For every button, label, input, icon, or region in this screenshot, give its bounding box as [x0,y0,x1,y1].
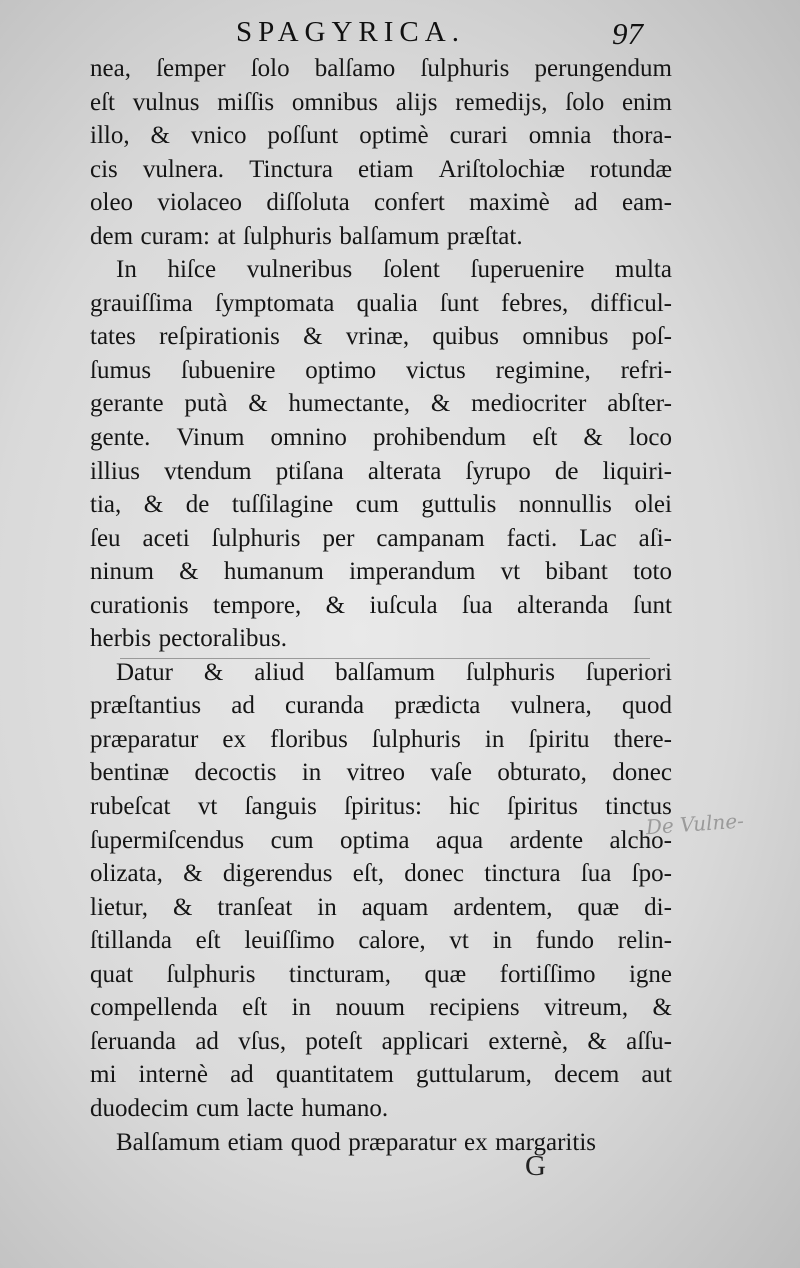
word: ſulphuris [466,658,555,686]
word: & [583,424,603,452]
text-line [90,354,672,388]
text-line [90,119,672,153]
word: perungendum [534,55,672,82]
text-line [90,320,672,354]
word: ardentem, [453,893,553,921]
word: applicari [381,1027,470,1055]
word: vſus, [238,1027,287,1055]
word: campanam [376,524,485,552]
text-line [90,52,672,86]
word: enim [621,88,672,116]
word: ſuperuenire [470,256,585,284]
text-line [90,656,672,690]
word: ſua [580,860,612,888]
word: illo, [90,122,130,150]
word: & [652,994,672,1022]
word: aut [641,1061,672,1089]
word: vt [500,558,521,586]
word: ſyrupo [465,457,531,485]
word: In [116,256,137,284]
word: ſeu [90,524,121,552]
word: vulneribus [246,256,353,284]
word: diſſoluta [266,189,350,217]
word: præſtantius [90,692,202,720]
word: gente. [90,424,151,452]
word: guttularum, [415,1061,532,1089]
word: calore, [358,927,426,955]
word: in [291,994,312,1022]
word: ſulphuris [166,960,256,988]
word: ſymptomata [214,289,335,317]
word: in [492,927,513,955]
word: ſeruanda [90,1027,177,1055]
word: eſt [532,424,558,452]
word: internè [138,1061,208,1089]
word: balſamo [314,55,396,82]
word: vt [197,793,218,821]
word: ſuperiori [585,658,672,686]
word: difficul- [590,289,672,317]
word: there- [613,725,672,753]
word: Datur [116,658,173,686]
word: mi [90,1061,117,1089]
word: vulnera. [142,155,225,183]
word: in [301,759,322,787]
word: remedijs, [455,88,548,116]
word: ſupermiſcendus [90,826,245,854]
word: ſulphuris [371,725,461,753]
word: gerante [90,390,164,418]
word: aſi- [638,524,672,552]
text-line [90,756,672,790]
word: miſſis [217,88,275,116]
word: Vinum [176,424,245,452]
word: leuiſſimo [244,927,335,955]
word: Tinctura [249,155,333,183]
text-line [90,421,672,455]
word: & [203,658,224,686]
word: toto [633,558,672,586]
word: tincturam, [288,960,391,988]
word: iuſcula [369,591,438,619]
word: vnico [190,122,247,150]
word: nonnullis [518,491,612,519]
word: ſemper [156,55,226,82]
text-line [90,522,672,556]
word: digerendus [222,860,333,888]
word: decoctis [194,759,277,787]
text-line [90,1058,672,1092]
word: multa [615,256,672,284]
text-line [90,790,672,824]
word: lacte [246,1094,294,1122]
text-line [90,86,672,120]
word: violaceo [157,189,243,217]
word: vaſe [430,759,472,787]
word: cum [355,491,399,519]
word: curari [449,122,508,150]
text-line [90,991,672,1025]
text-line [90,622,672,656]
word: omnibus [522,323,609,351]
word: balſamum [335,658,436,686]
word: ad [195,1027,219,1055]
word: tates [90,323,136,351]
word: nea, [90,55,131,82]
word: & [430,390,451,418]
word: balſamum [339,222,440,250]
word: di- [644,893,672,921]
word: ſtillanda [90,927,172,955]
word: bibant [545,558,608,586]
text-line [90,555,672,589]
word: optimo [305,356,377,384]
word: igne [628,960,672,988]
word: etiam [358,155,414,183]
word: vtendum [164,457,252,485]
word: relin- [617,927,672,955]
word: ſpiritus: [344,793,422,821]
word: eſt [195,927,221,955]
word: aliud [254,658,305,686]
word: vitreo [346,759,405,787]
word: vitreum, [544,994,629,1022]
word: ſpiritus [507,793,578,821]
word: & [179,558,199,586]
word: putà [184,390,228,418]
word: externè, [488,1027,569,1055]
word: vulnus [132,88,200,116]
word: ſulphuris [243,222,332,250]
text-line [90,924,672,958]
word: ex [222,725,246,753]
word: tuſſilagine [231,491,334,519]
word: olei [634,491,672,519]
text-line [90,1025,672,1059]
word: obturato, [497,759,587,787]
word: quod [290,1128,341,1156]
text-line [90,455,672,489]
word: hic [449,793,480,821]
word: hiſce [167,256,217,284]
word: bentinæ [90,759,170,787]
text-line [90,153,672,187]
word: ſua [462,591,493,619]
word: herbis [90,625,152,653]
word: curationis [90,591,189,619]
word: ſolo [565,88,605,116]
text-line [90,287,672,321]
word: poſſunt [267,122,339,150]
word: quæ [424,960,467,988]
word: compellenda [90,994,218,1022]
word: etiam [227,1128,284,1156]
word: tinctus [605,793,672,821]
word: decem [554,1061,620,1089]
word: oleo [90,189,134,217]
word: vt [449,927,469,955]
word: ptiſana [275,457,344,485]
text-line [90,857,672,891]
word: curanda [285,692,365,720]
word: cum [196,1094,240,1122]
word: ſunt [439,289,479,317]
running-head: SPAGYRICA. [236,16,465,48]
word: eſt [242,994,268,1022]
word: imperandum [349,558,476,586]
word: prohibendum [372,424,507,452]
word: per [322,524,355,552]
page-body [90,52,672,1159]
word: curam: [140,222,210,250]
word: olizata, [90,860,163,888]
word: ad [230,1061,254,1089]
word: alcho- [609,826,672,854]
word: recipiens [429,994,520,1022]
word: cum [270,826,314,854]
word: confert [374,189,445,217]
text-line [90,689,672,723]
text-line [90,1092,672,1126]
word: & [248,390,268,418]
margin-bleed-through: De Vulne- [645,808,745,840]
word: febres, [500,289,569,317]
word: vulnera, [510,692,592,720]
text-line [90,723,672,757]
word: ſulphuris [420,55,510,82]
word: prædicta [394,692,481,720]
word: fundo [535,927,595,955]
text-line [90,220,672,254]
word: maximè [469,189,550,217]
word: de [185,491,210,519]
word: aſſu- [626,1027,672,1055]
word: vrinæ, [345,323,410,351]
word: qualia [356,289,418,317]
word: optimè [359,122,429,150]
word: poteſt [305,1027,363,1055]
word: donec [404,860,464,888]
word: & [303,323,323,351]
word: loco [628,424,672,452]
word: alteranda [516,591,609,619]
text-line [90,387,672,421]
word: in [484,725,505,753]
word: ſanguis [244,793,317,821]
word: lietur, [90,893,149,921]
word: aqua [435,826,484,854]
word: fortiſſimo [499,960,596,988]
word: tinctura [484,860,561,888]
word: pectoralibus. [158,625,288,653]
word: humanum [223,558,324,586]
word: rotundæ [590,155,672,183]
word: ſubuenire [181,356,276,384]
word: nouum [335,994,405,1022]
word: ardente [509,826,584,854]
text-line [90,186,672,220]
word: humectante, [288,390,411,418]
word: ſulphuris [211,524,301,552]
text-line [90,958,672,992]
word: ſumus [90,356,152,384]
word: floribus [270,725,348,753]
word: rubeſcat [90,793,171,821]
word: ad [231,692,255,720]
word: reſpirationis [159,323,280,351]
text-line [90,589,672,623]
word: ex [463,1128,488,1156]
word: tranſeat [217,893,293,921]
word: liquiri- [602,457,672,485]
word: refri- [620,356,672,384]
word: facti. [506,524,558,552]
word: quantitatem [275,1061,394,1089]
word: ſunt [633,591,672,619]
word: humano. [301,1094,389,1122]
word: at [217,222,236,250]
word: & [172,893,193,921]
word: victus [406,356,466,384]
signature-mark: G [525,1150,546,1182]
word: & [150,122,170,150]
word: mediocriter [471,390,587,418]
word: & [587,1027,607,1055]
word: tempore, [213,591,302,619]
word: omnino [270,424,347,452]
word: donec [612,759,672,787]
word: eſt [90,88,115,116]
word: quæ [577,893,620,921]
word: omnia [528,122,592,150]
word: eſt, [352,860,385,888]
word: in [317,893,337,921]
word: poſ- [631,323,672,351]
word: præſtat. [446,222,523,250]
text-line [90,488,672,522]
word: & [325,591,346,619]
word: grauiſſima [90,289,193,317]
word: Lac [579,524,617,552]
word: præparatur [90,725,199,753]
page-number: 97 [612,16,643,51]
word: ſolent [382,256,440,284]
word: & [143,491,164,519]
word: guttulis [421,491,497,519]
word: abſter- [607,390,672,418]
word: ninum [90,558,154,586]
word: ad [574,189,598,217]
word: quibus [432,323,500,351]
page-header [0,14,800,54]
word: ſpiritu [528,725,590,753]
word: duodecim [90,1094,189,1122]
word: Balſamum [116,1128,221,1156]
word: cis [90,155,118,183]
word: omnibus [291,88,379,116]
word: quod [621,692,672,720]
word: quat [90,960,134,988]
word: ſpo- [631,860,672,888]
text-line [90,891,672,925]
word: optima [340,826,410,854]
word: margaritis [495,1128,596,1156]
word: præparatur [348,1128,457,1156]
word: thora- [612,122,672,150]
text-line [90,253,672,287]
word: aquam [361,893,429,921]
word: regimine, [495,356,591,384]
text-line [90,1126,672,1160]
word: & [183,860,203,888]
word: aceti [142,524,190,552]
word: illius [90,457,141,485]
word: ſolo [250,55,290,82]
word: de [554,457,579,485]
word: Ariſtolochiæ [438,155,565,183]
word: alijs [395,88,438,116]
word: tia, [90,491,122,519]
text-line [90,824,672,858]
word: dem [90,222,134,250]
word: alterata [367,457,442,485]
word: eam- [621,189,672,217]
